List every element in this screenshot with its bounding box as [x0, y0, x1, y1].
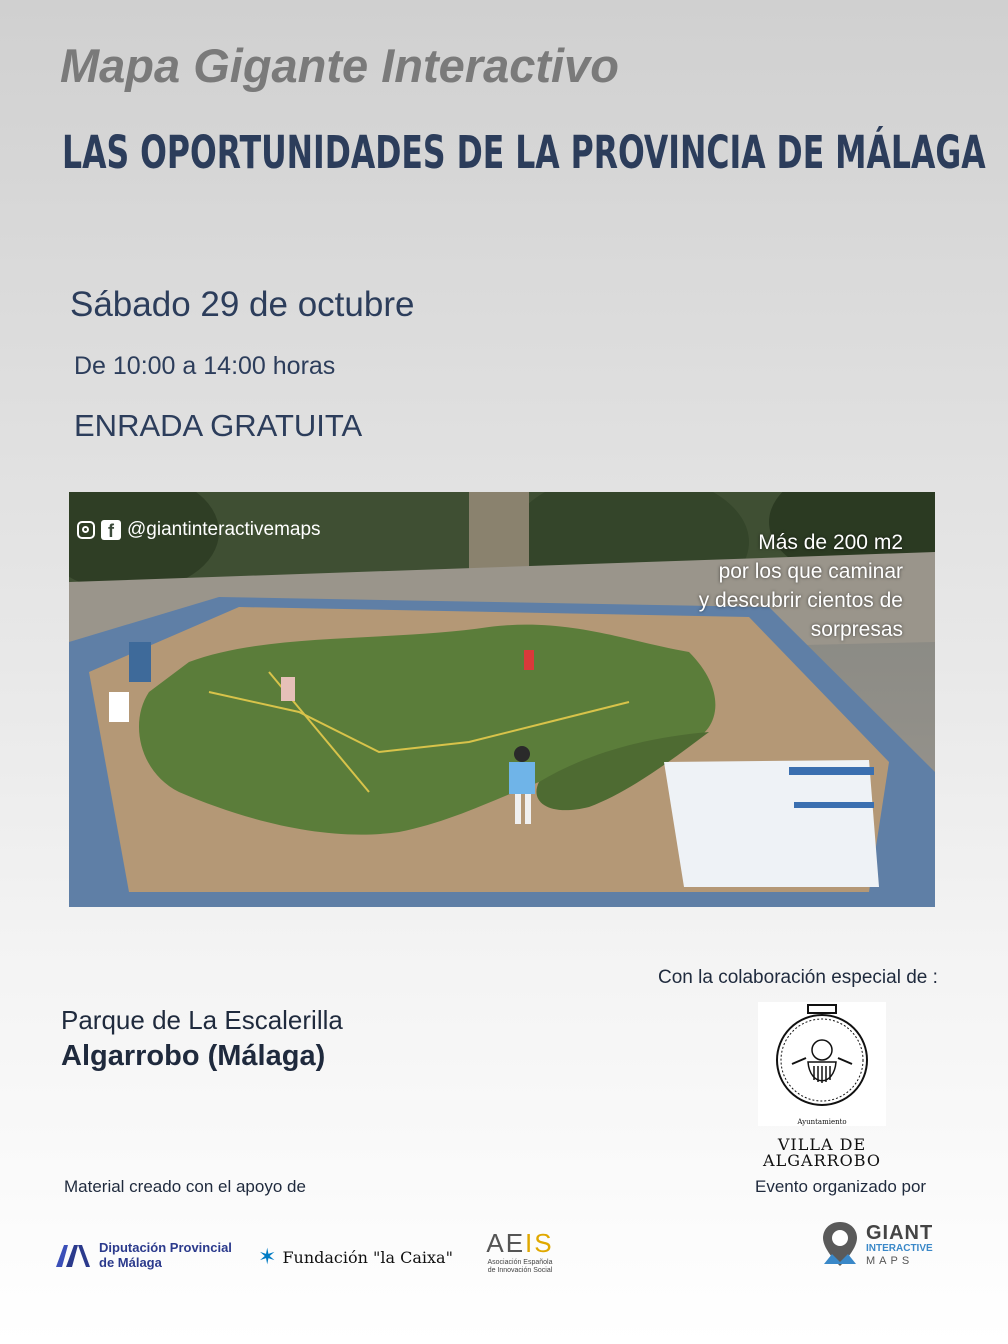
event-date: Sábado 29 de octubre	[70, 285, 415, 324]
giant-interactive-maps-logo	[820, 1220, 933, 1270]
giant-line-2: INTERACTIVE	[866, 1243, 933, 1254]
venue-town: Algarrobo (Málaga)	[61, 1040, 326, 1072]
aeis-line-2: de Innovación Social	[487, 1267, 553, 1274]
supported-by-label: Material creado con el apoyo de	[64, 1177, 306, 1196]
diputacion-line-1: Diputación Provincial	[99, 1240, 232, 1255]
diputacion-line-2: de Málaga	[99, 1255, 162, 1270]
map-pin-icon	[820, 1220, 860, 1270]
social-links	[77, 519, 321, 541]
collaboration-label: Con la colaboración especial de :	[658, 967, 938, 988]
aeis-logo	[481, 1228, 559, 1275]
event-hours: De 10:00 a 14:00 horas	[74, 352, 336, 380]
giant-line-3: MAPS	[866, 1255, 914, 1267]
diputacion-logo	[54, 1240, 232, 1270]
crest-name-line-1: VILLA DE	[777, 1135, 867, 1154]
social-handle: @giantinteractivemaps	[127, 519, 321, 540]
crest-name-line-2: ALGARROBO	[763, 1151, 881, 1170]
instagram-icon[interactable]	[77, 521, 95, 539]
caixa-name: Fundación "la Caixa"	[282, 1247, 453, 1267]
event-subtitle: Mapa Gigante Interactivo	[60, 39, 619, 92]
venue-park: Parque de La Escalerilla	[61, 1005, 343, 1035]
event-entry: ENRADA GRATUITA	[74, 408, 363, 443]
facebook-icon[interactable]: f	[101, 520, 121, 540]
svg-text:Ayuntamiento: Ayuntamiento	[797, 1118, 847, 1126]
diputacion-mark-icon	[54, 1241, 92, 1269]
crest-name	[748, 1137, 896, 1169]
giant-line-1: GIANT	[866, 1222, 934, 1244]
giant-map-photo	[69, 492, 935, 907]
algarrobo-crest-logo	[758, 1002, 886, 1126]
event-title: LAS OPORTUNIDADES DE LA PROVINCIA DE MÁLAGA	[62, 126, 986, 179]
caixa-star-icon: ✶	[258, 1244, 277, 1269]
aeis-line-1: Asociación Española	[487, 1259, 553, 1266]
la-caixa-logo	[258, 1246, 453, 1268]
organized-by-label: Evento organizado por	[755, 1177, 927, 1196]
aeis-mark: AEIS	[486, 1228, 554, 1258]
photo-caption: Más de 200 m2 por los que caminar y descubrir cientos de sorpresas	[698, 531, 903, 641]
